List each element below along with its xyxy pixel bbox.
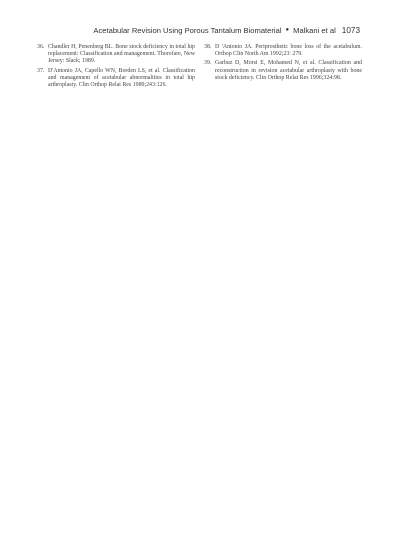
reference-list xyxy=(37,44,362,91)
reference-item xyxy=(204,60,362,82)
header-bullet: ● xyxy=(285,27,290,33)
reference-text: Chandler H, Penenberg BL. Bone stock deficiency in total hip replacement: Classification and management. Thorofare, New Jersey: Slack; 1989. xyxy=(48,44,195,65)
reference-number: 37. xyxy=(37,67,45,74)
reference-column-left xyxy=(37,44,195,91)
reference-number: 39. xyxy=(204,60,212,67)
running-header xyxy=(93,24,360,36)
header-title: Acetabular Revision Using Porous Tantalum Biomaterial xyxy=(93,25,282,35)
reference-column-right xyxy=(204,44,362,91)
reference-text: D'Antonio JA, Capello WN, Borden LS, et al. Classification and management of acetabular abnormalities in total hip arthroplasty. Clin Orthop Relat Res 1989;243:126. xyxy=(48,67,195,89)
reference-item xyxy=(204,44,362,58)
page-number: 1073 xyxy=(341,25,360,35)
reference-text: D 'Antonio JA. Periprosthetic bone loss of the acetabulum. Orthop Clin North Am 1992;23: 279. xyxy=(215,44,362,58)
header-authors: Malkani et al xyxy=(293,25,336,35)
reference-item xyxy=(37,68,195,90)
reference-text: Garbuz D, Morsi E, Mohamed N, et al. Classification and reconstruction in revision acetabular arthroplasty with bone stock deficiency. Clin Orthop Relat Res 1996;324:98. xyxy=(215,60,362,81)
reference-number: 38. xyxy=(204,44,212,50)
reference-item xyxy=(37,44,195,66)
reference-number: 36. xyxy=(37,44,45,50)
